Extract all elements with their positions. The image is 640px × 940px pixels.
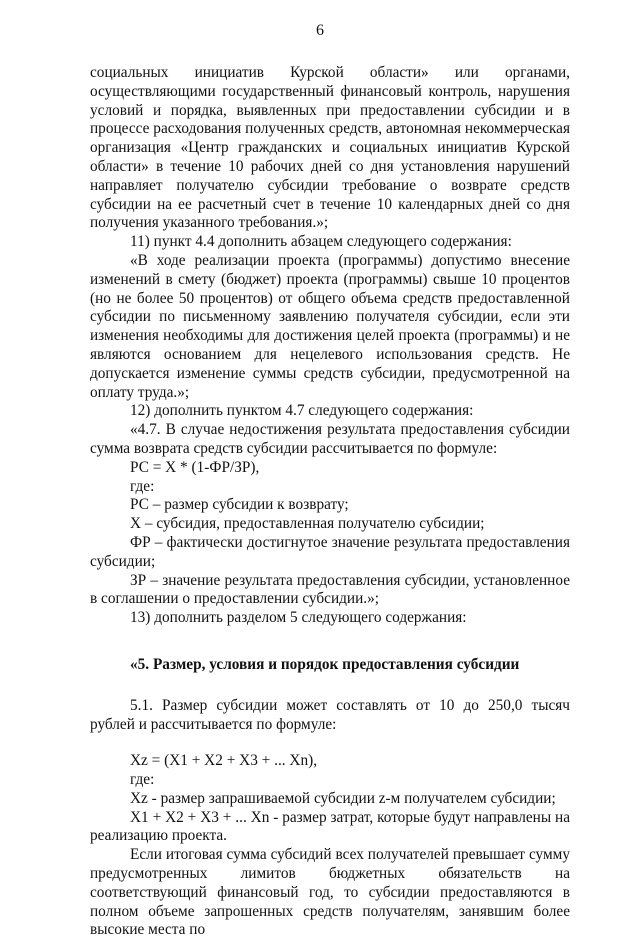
where-label-2: где: xyxy=(130,771,155,789)
formula-xz: Xz = (X1 + X2 + X3 + ... Xn), xyxy=(130,752,318,770)
paragraph-4-7: «4.7. В случае недостижения результата предоставления субсидии сумма возврата средств субсидии рассчитывается по формуле: xyxy=(90,421,570,457)
definition-zr: ЗР – значение результата предоставления субсидии, установленное в соглашении о предоставлении субсидии.»; xyxy=(90,571,570,608)
paragraph-limits: Если итоговая сумма субсидий всех получателей превышает сумму предусмотренных лимитов бюджетных обязательств на соответствующий финансовый год, то субсидии предоставляются в полном объеме запрошенных средств получателям, занявшим более высокие места по xyxy=(90,846,570,939)
definition-x: Х – субсидия, предоставленная получателю субсидии; xyxy=(130,515,485,533)
definition-fr: ФР – фактически достигнутое значение результата предоставления субсидии; xyxy=(90,533,570,570)
paragraph-5-1: 5.1. Размер субсидии может составлять от 10 до 250,0 тысяч рублей и рассчитывается по формуле: xyxy=(90,696,570,733)
paragraph-item-12: 12) дополнить пунктом 4.7 следующего содержания: xyxy=(130,402,474,420)
where-label: где: xyxy=(130,477,155,495)
paragraph-continuation: социальных инициатив Курской области» или органами, осуществляющими государственный финансовый контроль, нарушения условий и порядка, выявленных при предоставлении субсидии и в процессе расходования полученных средств, автономная некоммерческая организация «Центр гражданских и социальных инициатив Курской области» в течение 10 рабочих дней со дня установления нарушений направляет получателю субсидии требование о возврате средств субсидии на ее расчетный счет в течение 10 календарных дней со дня получения указанного требования.»; xyxy=(90,64,570,232)
definition-x-sum: X1 + X2 + X3 + ... Xn - размер затрат, которые будут направлены на реализацию проекта. xyxy=(90,808,570,845)
page-number: 6 xyxy=(316,22,324,39)
definition-xz: Xz - размер запрашиваемой субсидии z-м получателем субсидии; xyxy=(130,789,556,807)
paragraph-item-13: 13) дополнить разделом 5 следующего содержания: xyxy=(130,609,467,627)
paragraph-item-11: 11) пункт 4.4 дополнить абзацем следующего содержания: xyxy=(130,233,512,251)
section-5-heading: «5. Размер, условия и порядок предоставления субсидии xyxy=(130,655,520,673)
definition-pc: РС – размер субсидии к возврату; xyxy=(130,496,349,514)
document-body xyxy=(90,64,570,940)
paragraph-quote-4-4: «В ходе реализации проекта (программы) допустимо внесение изменений в смету (бюджет) проекта (программы) свыше 10 процентов (но не более 50 процентов) от общего объема средств предоставленной субсидии по письменному заявлению получателя субсидии, если эти изменения необходимы для достижения целей проекта (программы) и не являются основанием для нецелевого использования средств. Не допускается изменение суммы средств субсидии, предусмотренной на оплату труда.»; xyxy=(90,251,570,401)
formula-pc: РС = Х * (1-ФР/ЗР), xyxy=(130,458,260,476)
